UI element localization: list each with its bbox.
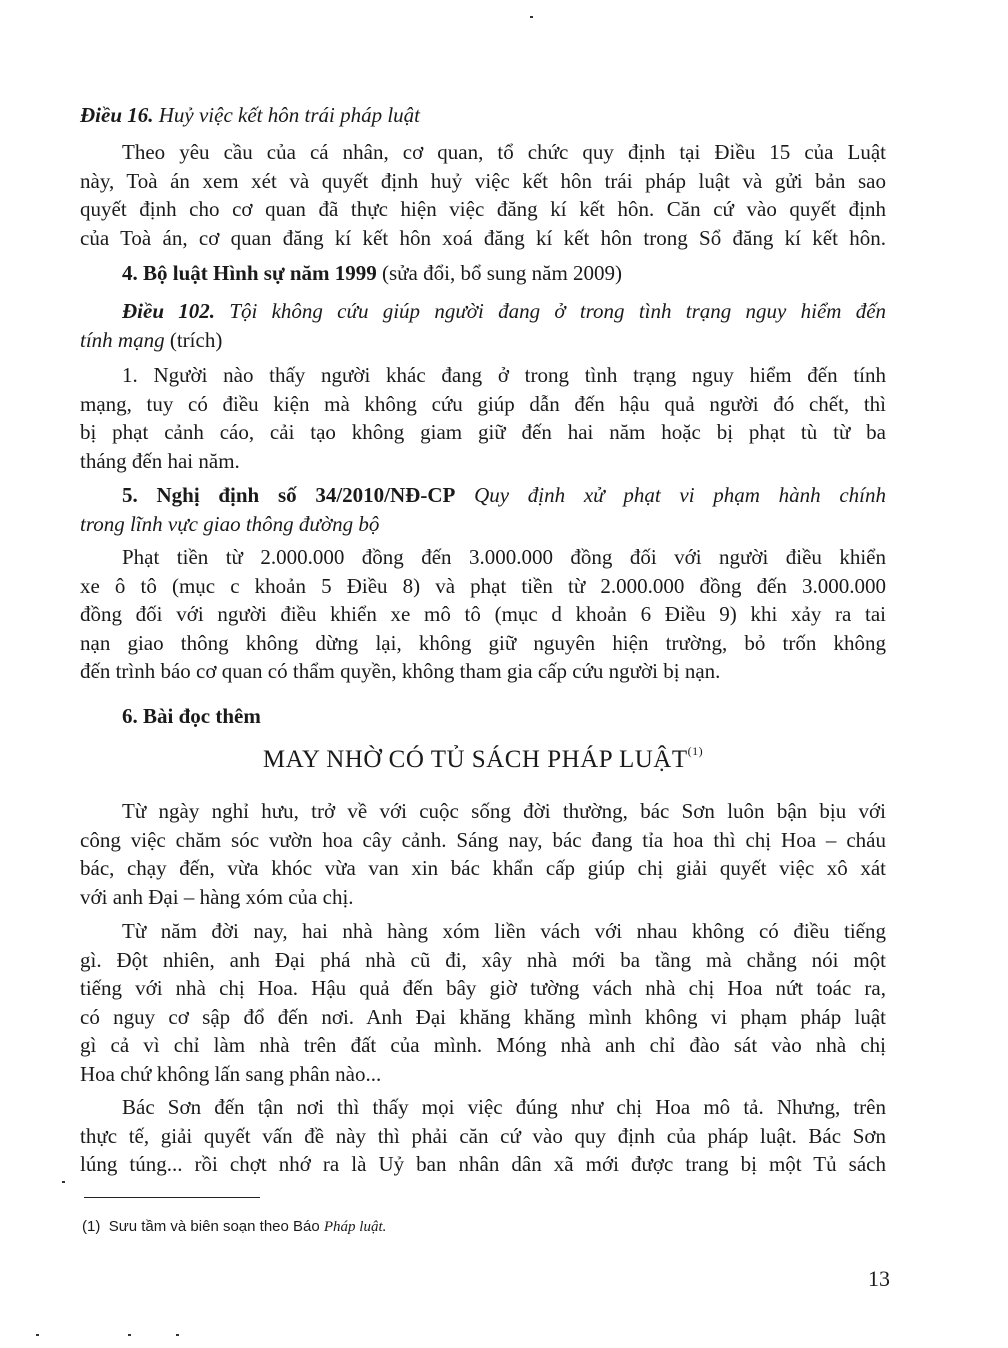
footnote-text: Sưu tầm và biên soạn theo Báo bbox=[108, 1218, 320, 1235]
story-title bbox=[80, 744, 886, 774]
article-label: Điều 102. bbox=[122, 299, 216, 323]
article-16-body bbox=[80, 138, 886, 252]
section-heading-bold: 4. Bộ luật Hình sự năm 1999 bbox=[122, 261, 377, 285]
text-line: Phạt tiền từ 2.000.000 đồng đến 3.000.000 đồng đối với người điều khiển bbox=[122, 545, 886, 569]
story-paragraph-1 bbox=[80, 797, 886, 911]
footnote-reference: (1) bbox=[687, 744, 704, 758]
page-number: 13 bbox=[868, 1266, 890, 1291]
text-line: gì. Đột nhiên, anh Đại phá nhà cũ đi, xây nhà mới ba tầng mà chẳng nói một bbox=[80, 947, 886, 972]
section-6-heading: 6. Bài đọc thêm bbox=[122, 704, 261, 728]
scan-speck bbox=[176, 1334, 179, 1336]
article-label: Điều 16. bbox=[80, 103, 154, 127]
text-line: với anh Đại – hàng xóm của chị. bbox=[80, 884, 354, 909]
section-heading-bold: 5. Nghị định số 34/2010/NĐ-CP bbox=[122, 483, 456, 507]
article-note: (trích) bbox=[169, 327, 223, 352]
text-line: Từ ngày nghỉ hưu, trở về với cuộc sống đời thường, bác Sơn luôn bận bịu với bbox=[122, 799, 886, 823]
text-line: bác, chạy đến, vừa khóc vừa van xin bác khẩn cấp giúp chị giải quyết việc xô xát bbox=[80, 856, 886, 880]
text-line: đến trình báo cơ quan có thẩm quyền, không tham gia cấp cứu người bị nạn. bbox=[80, 659, 721, 683]
text-line: quyết định cho cơ quan đã thực hiện việc đăng kí kết hôn. Căn cứ vào quyết định bbox=[80, 197, 886, 221]
text-line: tiếng với nhà chị Hoa. Hậu quả đến bây giờ tường vách nhà chị Hoa nứt toác ra, bbox=[80, 976, 886, 1000]
text-line: lúng túng... rồi chợt nhớ ra là Uỷ ban nhân dân xã mới được trang bị một Tủ sách bbox=[80, 1152, 886, 1176]
article-title: Tội không cứu giúp người đang ở trong tình trạng nguy hiểm đến bbox=[229, 299, 887, 323]
article-102-heading bbox=[80, 297, 886, 354]
text-line: Bác Sơn đến tận nơi thì thấy mọi việc đúng như chị Hoa mô tả. Nhưng, trên bbox=[122, 1095, 886, 1119]
text-line: công việc chăm sóc vườn hoa cây cảnh. Sáng nay, bác đang tỉa hoa thì chị Hoa – cháu bbox=[80, 827, 886, 852]
text-line: nạn giao thông không dừng lại, không giữ nguyên hiện trường, bỏ trốn không bbox=[80, 630, 886, 655]
text-line: mạng, tuy có điều kiện mà không cứu giúp dẫn đến hậu quả người đó chết, thì bbox=[80, 391, 886, 416]
text-line: đồng đối với người điều khiển xe mô tô (mục d khoản 6 Điều 9) khi xảy ra tai bbox=[80, 602, 886, 626]
text-line: 1. Người nào thấy người khác đang ở trong tình trạng nguy hiểm đến tính bbox=[122, 363, 886, 387]
article-title: Huỷ việc kết hôn trái pháp luật bbox=[158, 103, 421, 127]
article-102-body bbox=[80, 361, 886, 475]
footnote-marker: (1) bbox=[82, 1218, 101, 1235]
section-5-heading bbox=[80, 481, 886, 538]
text-line: Theo yêu cầu của cá nhân, cơ quan, tổ chức quy định tại Điều 15 của Luật bbox=[122, 140, 886, 164]
text-line: này, Toà án xem xét và quyết định huỷ việc kết hôn trái pháp luật và gửi bản sao bbox=[80, 168, 886, 193]
scan-speck bbox=[62, 1181, 65, 1183]
footnote-source: Pháp luật. bbox=[323, 1219, 387, 1235]
section-heading-note: (sửa đổi, bổ sung năm 2009) bbox=[382, 261, 623, 285]
scan-speck bbox=[36, 1334, 39, 1336]
text-line: Từ năm đời nay, hai nhà hàng xóm liền vách với nhau không có điều tiếng bbox=[122, 919, 886, 943]
article-16-heading bbox=[80, 101, 886, 130]
story-paragraph-3 bbox=[80, 1093, 886, 1179]
text-line: của Toà án, cơ quan đăng kí kết hôn xoá đăng kí kết hôn trong Sổ đăng kí kết hôn. bbox=[80, 225, 886, 250]
section-heading-italic-cont: trong lĩnh vực giao thông đường bộ bbox=[80, 511, 380, 536]
text-line: tháng đến hai năm. bbox=[80, 448, 240, 473]
text-line: Hoa chứ không lấn sang phân nào... bbox=[80, 1061, 382, 1086]
story-paragraph-2 bbox=[80, 917, 886, 1088]
section-4-heading bbox=[80, 259, 886, 288]
scan-speck bbox=[530, 16, 533, 18]
text-line: thực tế, giải quyết vấn đề này thì phải căn cứ vào quy định của pháp luật. Bác Sơn bbox=[80, 1123, 886, 1148]
text-line: xe ô tô (mục c khoản 5 Điều 8) và phạt tiền từ 2.000.000 đồng đến 3.000.000 bbox=[80, 573, 886, 598]
text-line: gì cả vì chỉ làm nhà trên đất của mình. Móng nhà anh chỉ đào sát vào nhà chị bbox=[80, 1033, 886, 1057]
footnote bbox=[82, 1218, 386, 1236]
text-line: bị phạt cảnh cáo, cải tạo không giam giữ đến hai năm hoặc bị phạt tù từ ba bbox=[80, 420, 886, 444]
section-heading-italic: Quy định xử phạt vi phạm hành chính bbox=[474, 483, 886, 507]
article-title-cont: tính mạng bbox=[80, 327, 165, 352]
story-title-text: MAY NHỜ CÓ TỦ SÁCH PHÁP LUẬT bbox=[262, 746, 688, 773]
footnote-divider bbox=[84, 1197, 260, 1198]
section-5-body bbox=[80, 543, 886, 686]
text-line: có nguy cơ sập đổ đến nơi. Anh Đại khăng khăng mình không vi phạm pháp luật bbox=[80, 1004, 886, 1029]
scan-speck bbox=[128, 1334, 131, 1336]
